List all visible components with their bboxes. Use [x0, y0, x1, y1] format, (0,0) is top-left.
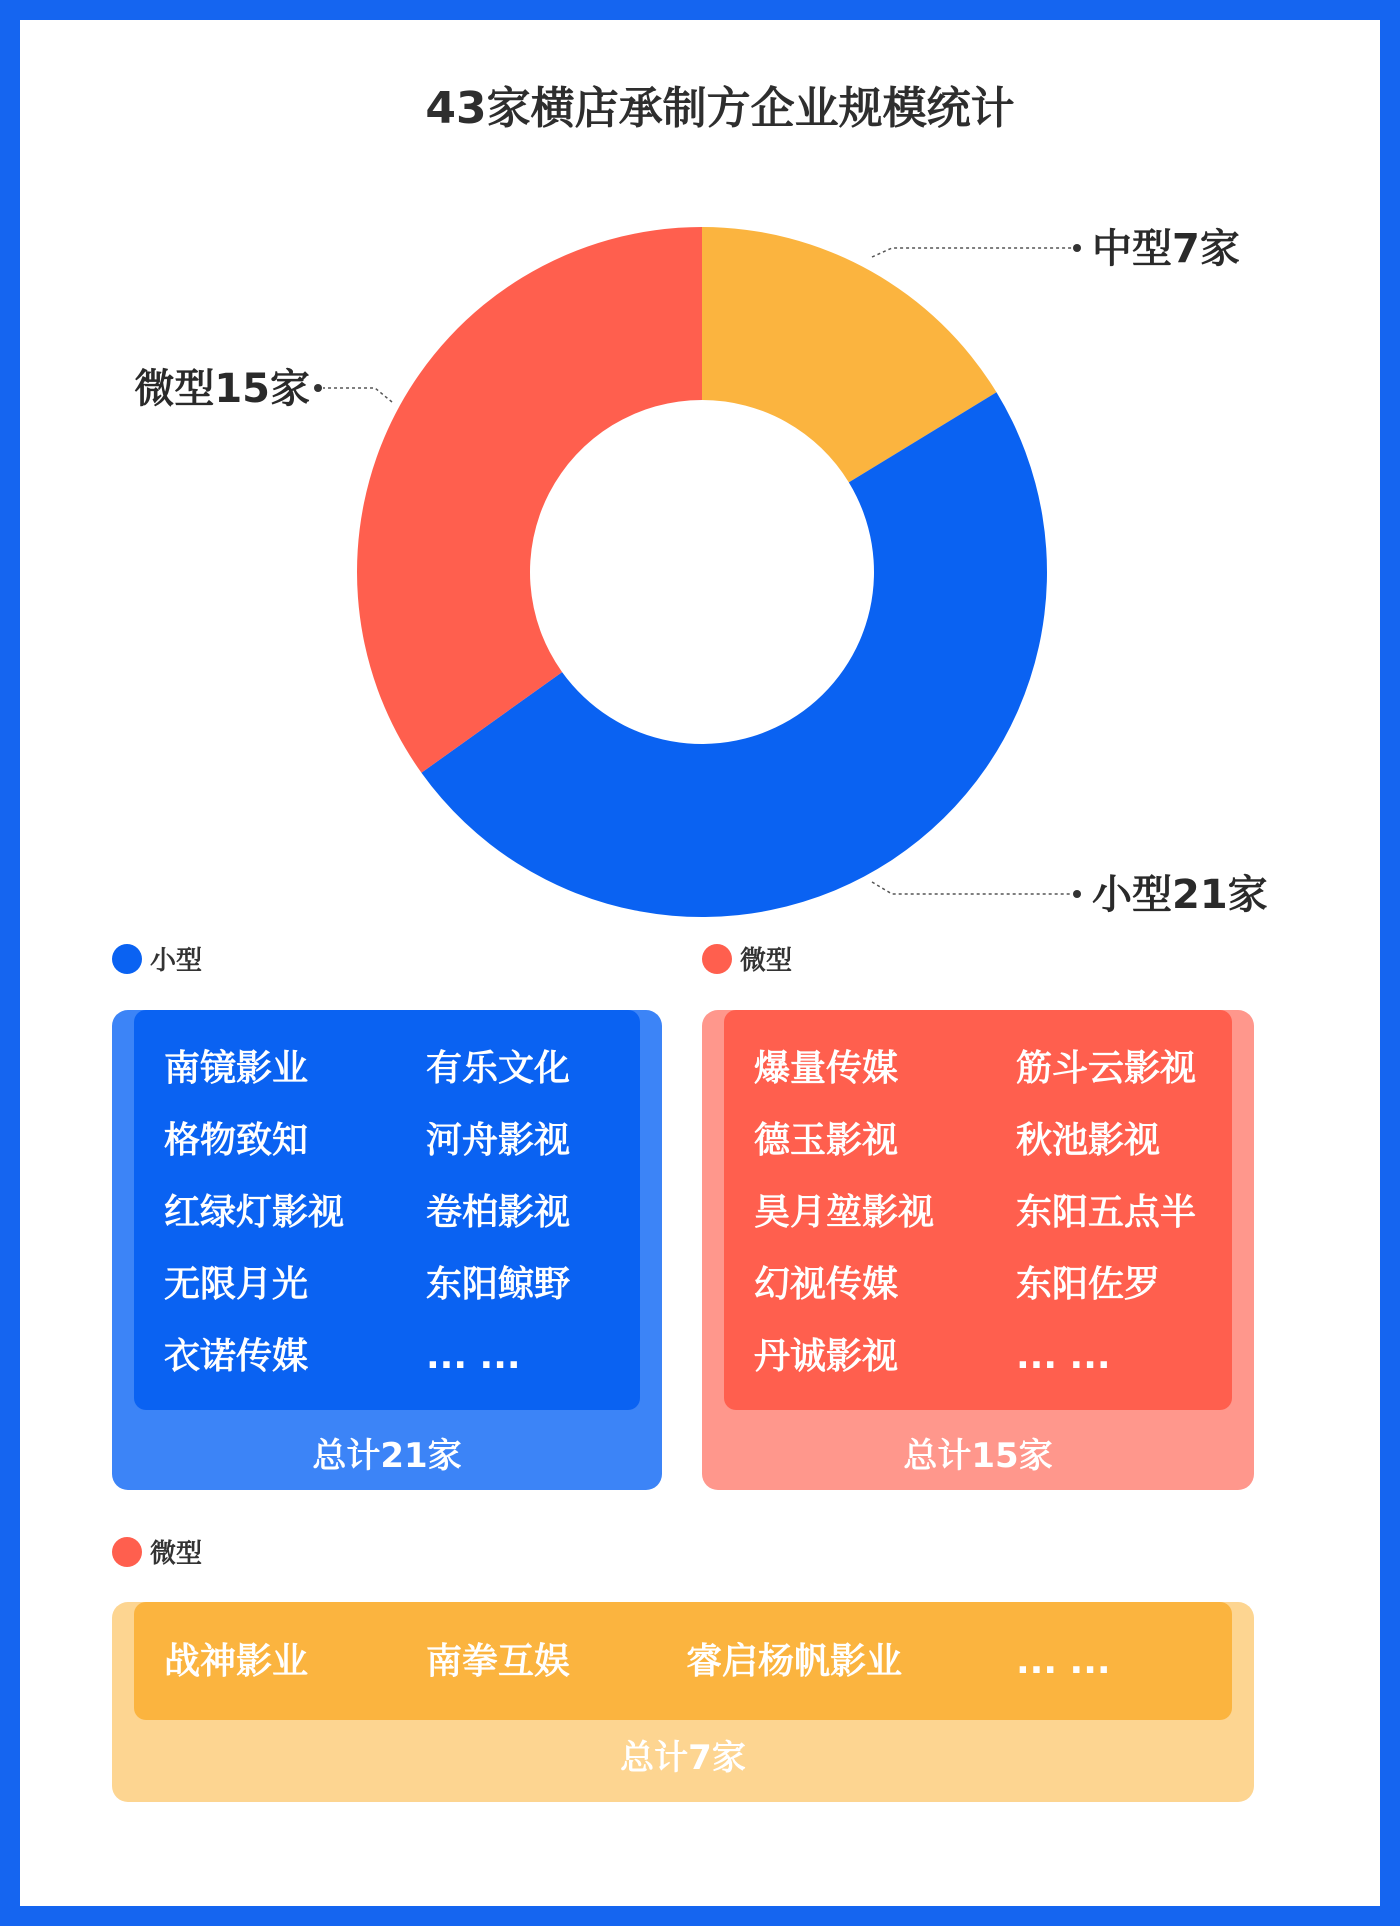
medium-companies-card: [112, 1602, 1254, 1802]
leader-dot-1: [1073, 890, 1081, 898]
company-name: 筋斗云影视: [1016, 1048, 1197, 1089]
company-name: 河舟影视: [426, 1120, 571, 1161]
company-name: 衣诺传媒: [164, 1336, 309, 1377]
slice-label-2: 微型15家: [134, 366, 310, 412]
small-companies-list: [164, 1033, 688, 1393]
medium-total: 总计7家: [620, 1738, 746, 1778]
company-name: 南拳互娱: [426, 1641, 571, 1682]
company-name: 德玉影视: [754, 1120, 899, 1161]
company-name: 格物致知: [164, 1120, 309, 1161]
leader-line-0: [872, 248, 1072, 257]
micro-total: 总计15家: [903, 1436, 1053, 1476]
leader-dot-0: [1073, 244, 1081, 252]
company-name: 睿启杨帆影业: [686, 1641, 903, 1682]
legend-micro-label: 微型: [740, 946, 793, 976]
company-name: 秋池影视: [1016, 1120, 1161, 1161]
leader-line-2: [323, 388, 392, 402]
donut-chart: [20, 20, 1400, 960]
company-name: 东阳鲸野: [426, 1264, 571, 1305]
company-name: 爆量传媒: [754, 1048, 899, 1089]
micro-companies-list: [754, 1033, 1278, 1393]
slice-label-0: 中型7家: [1092, 226, 1240, 272]
company-name: 红绿灯影视: [164, 1192, 345, 1233]
company-name: ... ...: [1016, 1336, 1111, 1377]
company-name: 昊月堃影视: [754, 1192, 935, 1233]
leader-line-1: [872, 882, 1072, 894]
legend-small-dot: [112, 944, 142, 974]
micro-companies-card: [702, 1010, 1254, 1490]
legend-micro-dot: [702, 944, 732, 974]
small-companies-card: [112, 1010, 662, 1490]
small-total: 总计21家: [312, 1436, 462, 1476]
legend-medium-dot: [112, 1537, 142, 1567]
donut-slice-2: [357, 227, 702, 773]
company-name: 战神影业: [164, 1641, 309, 1682]
legend-medium-label: 微型: [150, 1539, 203, 1569]
company-name: 丹诚影视: [754, 1336, 899, 1377]
company-name: ... ...: [1016, 1641, 1111, 1682]
company-name: 卷柏影视: [426, 1192, 571, 1233]
company-name: 东阳五点半: [1016, 1192, 1197, 1233]
legend-micro: [702, 940, 792, 977]
slice-label-1: 小型21家: [1092, 872, 1268, 918]
company-name: 有乐文化: [426, 1048, 571, 1089]
legend-small: [112, 940, 202, 977]
company-name: 东阳佐罗: [1016, 1264, 1161, 1305]
chart-title: 43家横店承制方企业规模统计: [425, 83, 1015, 134]
legend-medium: [112, 1533, 202, 1570]
company-name: 幻视传媒: [754, 1264, 899, 1305]
leader-dot-2: [314, 384, 322, 392]
legend-small-label: 小型: [150, 946, 203, 976]
company-name: 无限月光: [164, 1264, 309, 1305]
company-name: ... ...: [426, 1336, 521, 1377]
company-name: 南镜影业: [164, 1048, 309, 1089]
